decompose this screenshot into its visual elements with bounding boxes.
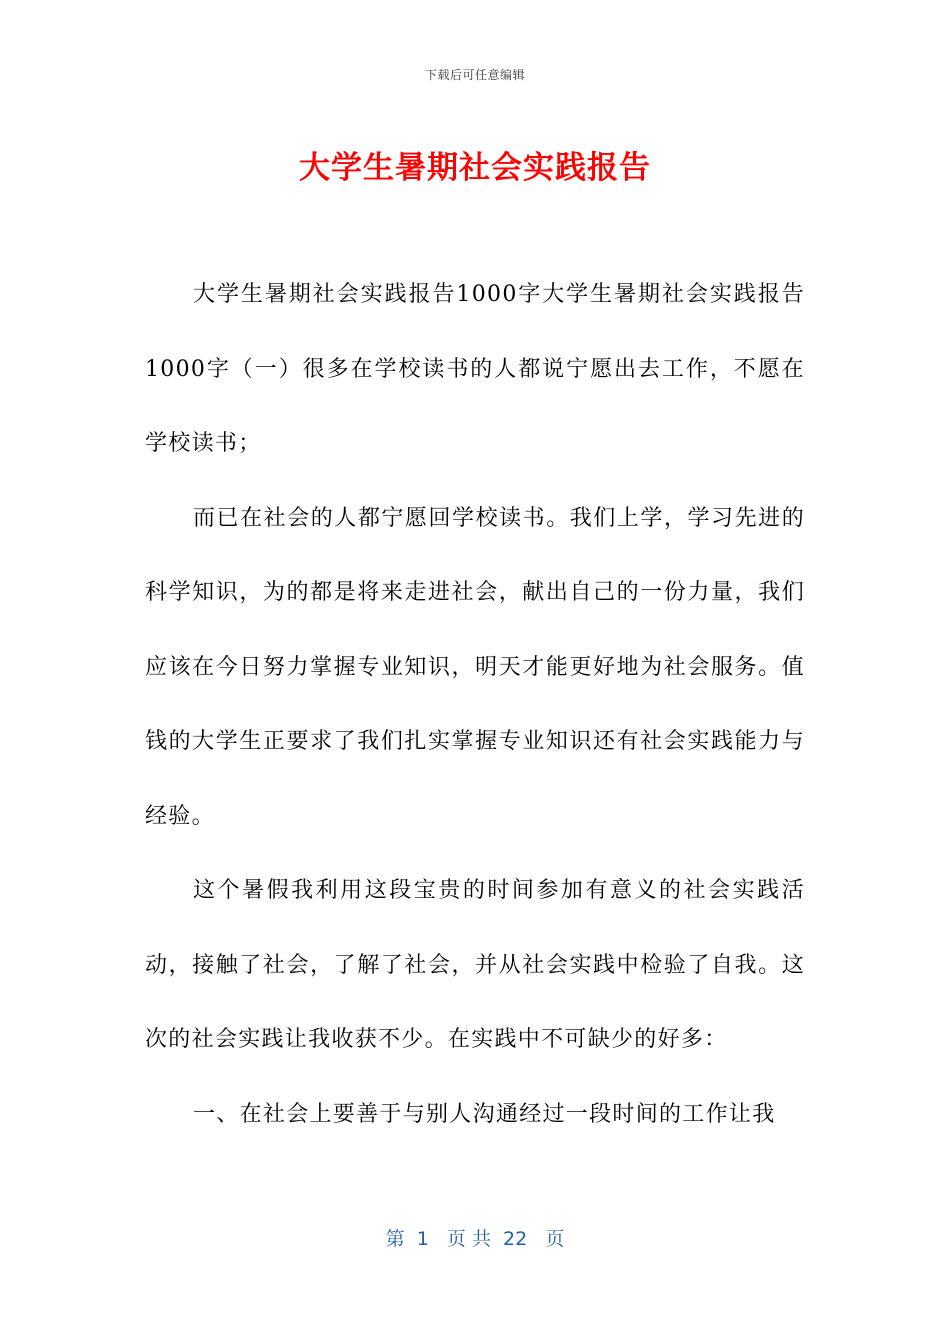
paragraph-3: 这个暑假我利用这段宝贵的时间参加有意义的社会实践活动，接触了社会，了解了社会，并从社会实践中检验了自我。这次的社会实践让我收获不少。在实践中不可缺少的好多： (145, 878, 805, 1052)
page-footer: 第 1 页 共 22 页 (385, 1228, 565, 1250)
paragraph-4: 一、在社会上要善于与别人沟通经过一段时间的工作让我 (193, 1101, 776, 1127)
document-title: 大学生暑期社会实践报告 (299, 150, 651, 186)
paragraph-2: 而已在社会的人都宁愿回学校读书。我们上学，学习先进的科学知识，为的都是将来走进社会，献出自己的一份力量，我们应该在今日努力掌握专业知识，明天才能更好地为社会服务。值钱的大学生正要求了我们扎实掌握专业知识还有社会实践能力与经验。 (145, 505, 805, 829)
header-note: 下载后可任意编辑 (424, 68, 525, 82)
paragraph-1: 大学生暑期社会实践报告1000字大学生暑期社会实践报告1000字（一）很多在学校读书的人都说宁愿出去工作，不愿在学校读书； (145, 282, 805, 456)
document-body (145, 258, 805, 1152)
